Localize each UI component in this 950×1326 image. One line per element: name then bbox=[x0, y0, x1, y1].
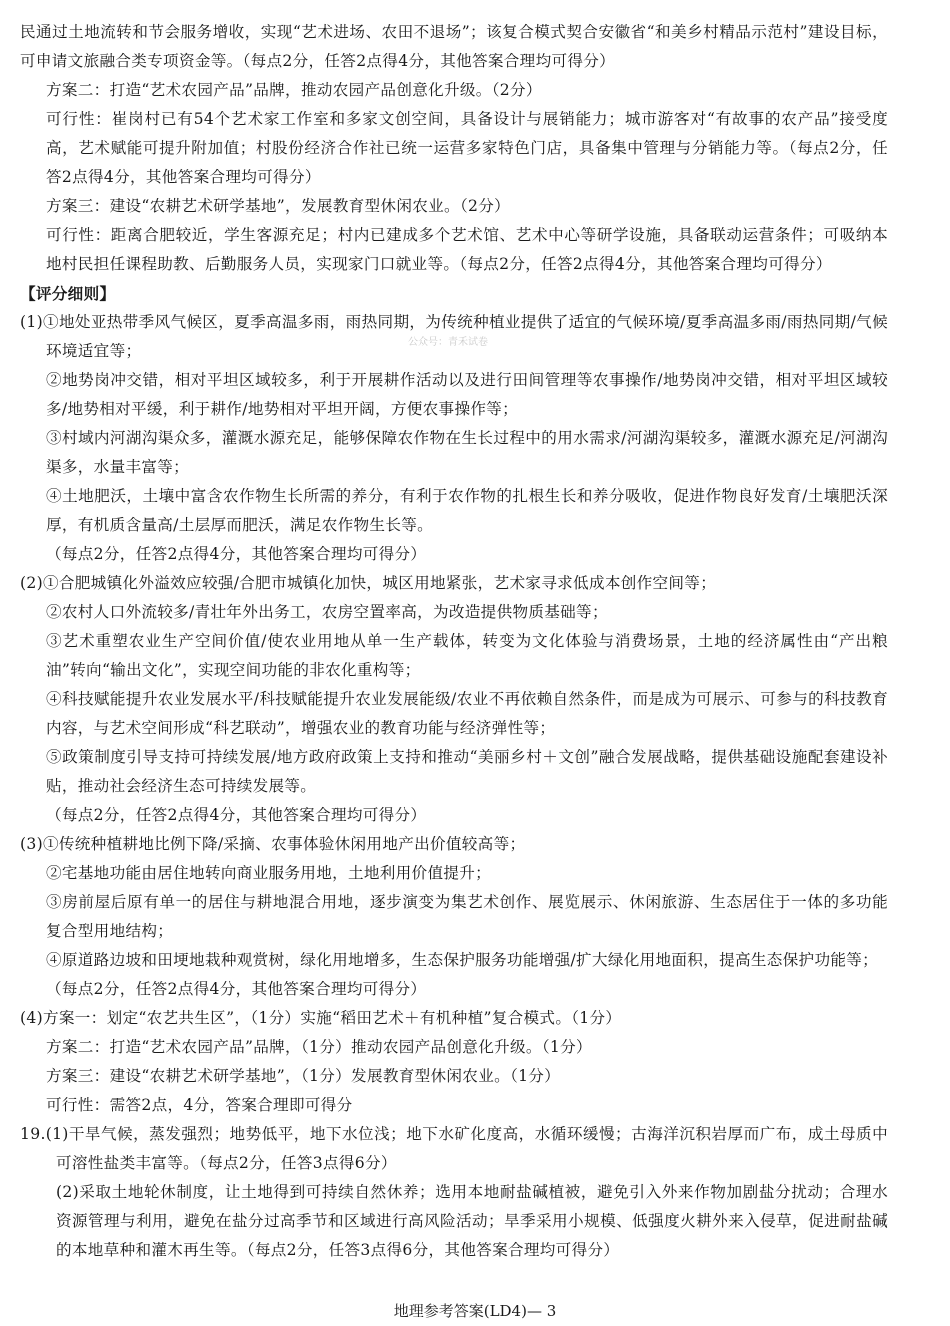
q1-item-3: ③村域内河湖沟渠众多，灌溉水源充足，能够保障农作物在生长过程中的用水需求/河湖沟渠较多，灌溉水源充足/河湖沟渠多，水量丰富等； bbox=[46, 429, 888, 476]
q2-item-1: (2)①合肥城镇化外溢效应较强/合肥市城镇化加快，城区用地紧张，艺术家寻求低成本创作空间等； bbox=[20, 574, 717, 592]
q19-number: 19. bbox=[20, 1125, 46, 1143]
q3-item-4: ④原道路边坡和田埂地栽种观赏树，绿化用地增多，生态保护服务功能增强/扩大绿化用地面积，提高生态保护功能等； bbox=[46, 951, 879, 969]
plan-three-title: 方案三：建设“农耕艺术研学基地”，发展教育型休闲农业。（2分） bbox=[46, 197, 510, 215]
q2-score: （每点2分，任答2点得4分，其他答案合理均可得分） bbox=[46, 806, 427, 824]
q1-item-2: ②地势岗冲交错，相对平坦区域较多，利于开展耕作活动以及进行田间管理等农事操作/地势岗冲交错，相对平坦区域较多/地势相对平缓，利于耕作/地势相对平坦开阔，方便农事操作等； bbox=[46, 371, 888, 418]
q2-number: (2) bbox=[20, 574, 43, 592]
q2-item-5: ⑤政策制度引导支持可持续发展/地方政府政策上支持和推动“美丽乡村＋文创”融合发展战略，提供基础设施配套建设补贴，推动社会经济生态可持续发展等。 bbox=[46, 748, 888, 795]
section-title: 【评分细则】 bbox=[20, 284, 116, 303]
q19-part-1: 19.(1)干旱气候，蒸发强烈；地势低平，地下水位浅；地下水矿化度高，水循环缓慢；古海洋沉积岩厚而广布，成土母质中可溶性盐类丰富等。（每点2分，任答3点得6分） bbox=[20, 1125, 888, 1172]
q1-item-4: ④土地肥沃，土壤中富含农作物生长所需的养分，有利于农作物的扎根生长和养分吸收，促进作物良好发育/土壤肥沃深厚，有机质含量高/土层厚而肥沃，满足农作物生长等。 bbox=[46, 487, 888, 534]
plan-two-title: 方案二：打造“艺术农园产品”品牌，推动农园产品创意化升级。（2分） bbox=[46, 81, 542, 99]
q3-item-1: (3)①传统种植耕地比例下降/采摘、农事体验休闲用地产出价值较高等； bbox=[20, 835, 526, 853]
plan-three-feasibility: 可行性：距离合肥较近，学生客源充足；村内已建成多个艺术馆、艺术中心等研学设施，具备联动运营条件；可吸纳本地村民担任课程助教、后勤服务人员，实现家门口就业等。（每点2分，任答2点得4分，其他答案合理均可得分） bbox=[46, 226, 888, 273]
q2-item-3: ③艺术重塑农业生产空间价值/使农业用地从单一生产载体，转变为文化体验与消费场景，土地的经济属性由“产出粮油”转向“输出文化”，实现空间功能的非农化重构等； bbox=[46, 632, 888, 679]
q4-number: (4) bbox=[20, 1009, 43, 1027]
paragraph-continuation: 民通过土地流转和节会服务增收，实现“艺术进场、农田不退场”；该复合模式契合安徽省“和美乡村精品示范村”建设目标，可申请文旅融合类专项资金等。（每点2分，任答2点得4分，其他答案合理均可得分） bbox=[20, 23, 888, 70]
q3-score: （每点2分，任答2点得4分，其他答案合理均可得分） bbox=[46, 980, 427, 998]
page-footer: 地理参考答案(LD4)— 3 bbox=[393, 1302, 557, 1320]
q2-item-2: ②农村人口外流较多/青壮年外出务工，农房空置率高，为改造提供物质基础等； bbox=[46, 603, 608, 621]
q1-score: （每点2分，任答2点得4分，其他答案合理均可得分） bbox=[46, 545, 427, 563]
q2-item-4: ④科技赋能提升农业发展水平/科技赋能提升农业发展能级/农业不再依赖自然条件，而是成为可展示、可参与的科技教育内容，与艺术空间形成“科艺联动”，增强农业的教育功能与经济弹性等； bbox=[46, 690, 888, 737]
q19-part-2: (2)采取土地轮休制度，让土地得到可持续自然休养；选用本地耐盐碱植被，避免引入外来作物加剧盐分扰动；合理水资源管理与利用，避免在盐分过高季节和区域进行高风险活动；旱季采用小规模、低强度火耕外来入侵草，促进耐盐碱的本地草种和灌木再生等。（每点2分，任答3点得6分，其他答案合理均可得分） bbox=[56, 1183, 888, 1259]
q4-item-4: 可行性：需答2点，4分，答案合理即可得分 bbox=[46, 1096, 353, 1114]
q3-item-2: ②宅基地功能由居住地转向商业服务用地，土地利用价值提升； bbox=[46, 864, 492, 882]
watermark-text: 公众号：青禾试卷 bbox=[408, 337, 488, 348]
plan-two-feasibility: 可行性：崔岗村已有54个艺术家工作室和多家文创空间，具备设计与展销能力；城市游客对“有故事的农产品”接受度高，艺术赋能可提升附加值；村股份经济合作社已统一运营多家特色门店，具备集中管理与分销能力等。（每点2分，任答2点得4分，其他答案合理均可得分） bbox=[46, 110, 888, 186]
q4-item-1: (4)方案一：划定“农艺共生区”，（1分）实施“稻田艺术＋有机种植”复合模式。（1分） bbox=[20, 1009, 622, 1027]
q1-item-1: (1)①地处亚热带季风气候区，夏季高温多雨，雨热同期，为传统种植业提供了适宜的气候环境/夏季高温多雨/雨热同期/气候环境适宜等； bbox=[20, 313, 888, 360]
q4-item-2: 方案二：打造“艺术农园产品”品牌，（1分）推动农园产品创意化升级。（1分） bbox=[46, 1038, 592, 1056]
q4-item-3: 方案三：建设“农耕艺术研学基地”，（1分）发展教育型休闲农业。（1分） bbox=[46, 1067, 561, 1085]
q3-item-3: ③房前屋后原有单一的居住与耕地混合用地，逐步演变为集艺术创作、展览展示、休闲旅游、生态居住于一体的多功能复合型用地结构； bbox=[46, 893, 888, 940]
q1-number: (1) bbox=[20, 313, 43, 331]
q3-number: (3) bbox=[20, 835, 43, 853]
answer-content bbox=[20, 18, 888, 1265]
